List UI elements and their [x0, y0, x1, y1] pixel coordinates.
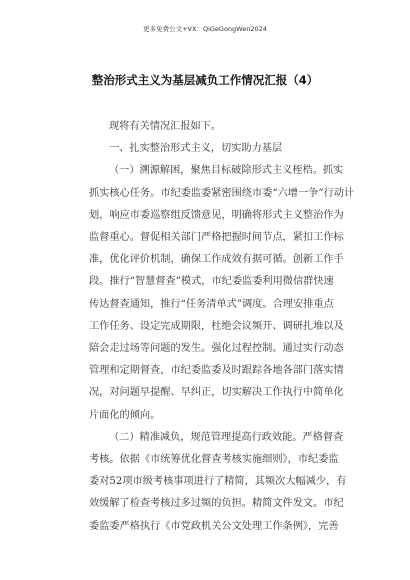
- body-line: 考核。依据《市统筹优化督查考核实施细则》，市纪委监: [89, 454, 339, 466]
- body-line: 委监委严格执行《市党政机关公文处理工作条例》，完善: [89, 520, 339, 532]
- body-line: 工作任务、设定完成期限，杜绝会议频开、调研扎堆以及: [89, 320, 344, 332]
- paragraph-1: [89, 160, 355, 426]
- body-line: 段。推行“智慧督查”模式，市纪委监委利用微信群快速: [89, 276, 334, 288]
- body-line: 监督重心。督促相关部门严格把握时间节点，紧扣工作标: [89, 232, 344, 244]
- body-line: 现将有关情况汇报如下。: [109, 121, 222, 132]
- body-line: 管理和定期督查，市纪委监委及时跟踪各地各部门落实情: [89, 365, 344, 377]
- body-line: 效缓解了检查考核过多过频的负担。精简文件发文。市纪: [89, 498, 344, 510]
- body-line: （二）精准减负，规范管理提高行政效能。严格督查: [109, 431, 344, 443]
- body-line: 抓实核心任务。市纪委监委紧密围绕市委“六增一争”行动计: [89, 187, 355, 199]
- document-body: [89, 116, 355, 538]
- body-line: 划，响应市委巡察组反馈意见，明确将形式主义整治作为: [89, 209, 344, 221]
- body-line: 片面化的倾向。: [89, 409, 161, 421]
- body-line: 陪会走过场等问题的发生。强化过程控制。通过实行动态: [89, 343, 344, 355]
- body-line: 委对52项市级考核事项进行了精简，其频次大幅减少，有: [89, 476, 347, 488]
- page-header: 更多免费公文+VX：QiGeGongWen2024: [143, 25, 267, 33]
- body-line: 况，对问题早提醒、早纠正，切实解决工作执行中简单化: [89, 387, 344, 399]
- section-heading-1: [89, 138, 335, 160]
- paragraph-2: [89, 427, 347, 538]
- document-title: 整治形式主义为基层减负工作情况汇报（4）: [91, 73, 319, 87]
- body-line: 一、扎实整治形式主义，切实助力基层: [109, 143, 283, 155]
- paragraph-intro: [89, 116, 335, 138]
- body-line: （一）溯源解困，聚焦目标破除形式主义桎梏。抓实: [109, 165, 344, 177]
- body-line: 准，优化评价机制，确保工作成效有据可循。创新工作手: [89, 254, 344, 266]
- body-line: 传达督查通知，推行“任务清单式”调度。合理安排重点: [89, 298, 334, 310]
